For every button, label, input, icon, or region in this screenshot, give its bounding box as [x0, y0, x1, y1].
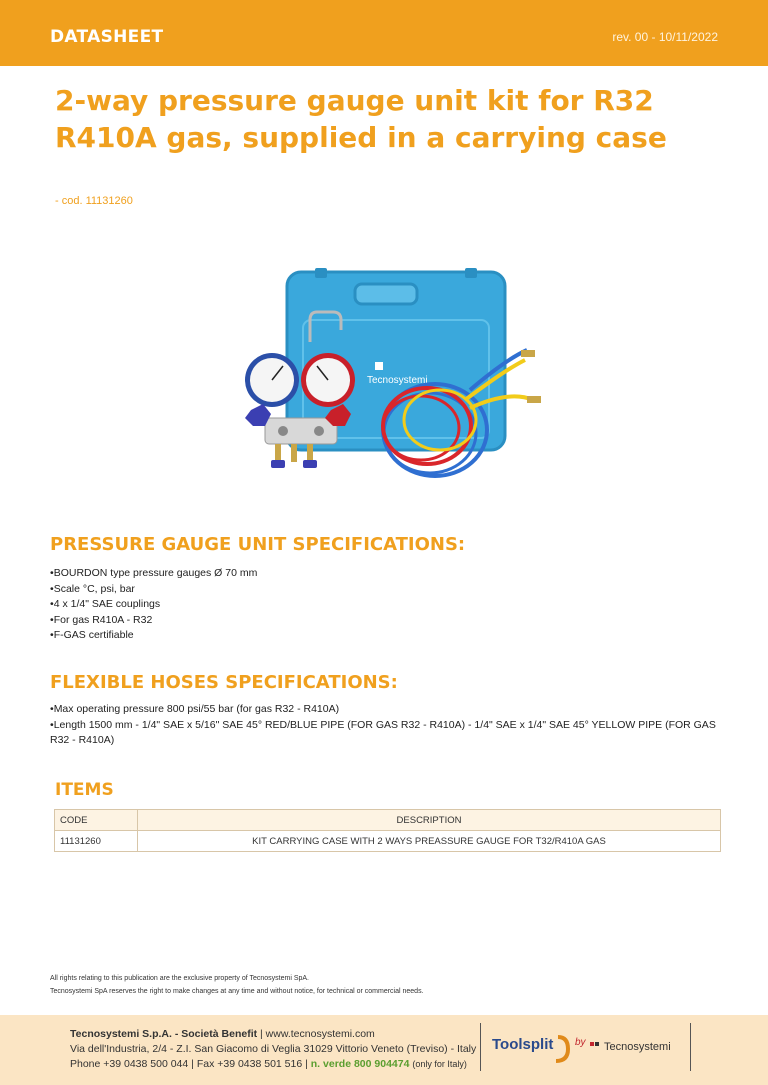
manifold-body — [265, 418, 337, 444]
product-photo — [215, 250, 555, 500]
svg-text:Tecnosystemi: Tecnosystemi — [604, 1041, 671, 1053]
product-title-line2: R410A gas, supplied in a carrying case — [55, 121, 667, 154]
document-type: DATASHEET — [50, 27, 164, 47]
table-row — [55, 831, 721, 852]
header-bar — [0, 0, 768, 66]
toll-free-note: (only for Italy) — [412, 1059, 467, 1069]
column-header-description: DESCRIPTION — [138, 810, 721, 831]
list-item: • 4 x 1/4" SAE couplings — [50, 597, 730, 613]
hoses-specs-heading: FLEXIBLE HOSES SPECIFICATIONS: — [50, 672, 398, 693]
case-brand-mark — [375, 362, 383, 370]
company-address: Via dell'Industria, 2/4 - Z.I. San Giacomo di Veglia 31029 Vittorio Veneto (Treviso) - Italy — [70, 1043, 477, 1055]
column-header-code: CODE — [55, 810, 138, 831]
list-item: • F-GAS certifiable — [50, 628, 730, 644]
company-name: Tecnosystemi S.p.A. - Società Benefit — [70, 1028, 258, 1040]
fax-number: Fax +39 0438 501 516 — [196, 1058, 303, 1070]
hoses-specs-list — [50, 702, 730, 749]
gauge-specs-heading: PRESSURE GAUGE UNIT SPECIFICATIONS: — [50, 534, 466, 555]
toll-free-number: n. verde 800 904474 — [310, 1058, 410, 1070]
gauge-specs-list — [50, 566, 730, 644]
company-info: Tecnosystemi S.p.A. - Società Benefit | www.tecnosystemi.com Via dell'Industria, 2/4 - Z.I. San Giacomo di Veglia 31029 Vittorio Veneto (Treviso) - Italy Phone +39 0438 500 044 | Fax +39 0438 501 516 | n. verde 800 904474 (only for Italy) — [70, 1028, 477, 1070]
list-item: • BOURDON type pressure gauges Ø 70 mm — [50, 566, 730, 582]
case-handle — [355, 284, 417, 304]
table-header-row — [55, 810, 721, 831]
svg-text:Toolsplit: Toolsplit — [492, 1036, 554, 1053]
table-cell-code: 11131260 — [55, 831, 138, 852]
case-brand: Tecnosystemi — [367, 375, 428, 386]
list-item: • For gas R410A - R32 — [50, 613, 730, 629]
legal-line-1: All rights relating to this publication are the exclusive property of Tecnosystemi SpA. — [50, 975, 309, 982]
footer-divider-right — [690, 1023, 691, 1071]
legal-line-2: Tecnosystemi SpA reserves the right to make changes at any time and without notice, for technical or commercial needs. — [50, 988, 424, 995]
product-code: - cod. 11131260 — [55, 195, 133, 207]
footer — [0, 1015, 768, 1085]
phone-number: Phone +39 0438 500 044 — [70, 1058, 189, 1070]
footer-divider — [480, 1023, 481, 1071]
product-title — [55, 82, 705, 156]
items-heading: ITEMS — [55, 780, 114, 800]
list-item: • Length 1500 mm - 1/4" SAE x 5/16" SAE 45° RED/BLUE PIPE (FOR GAS R32 - R410A) - 1/4" SAE x 1/4" SAE 45° YELLOW PIPE (FOR GAS R32 - R410A) — [50, 718, 730, 749]
list-item: • Scale °C, psi, bar — [50, 582, 730, 598]
product-title-line1: 2-way pressure gauge unit kit for R32 — [55, 84, 654, 117]
list-item: • Max operating pressure 800 psi/55 bar (for gas R32 - R410A) — [50, 702, 730, 718]
items-table — [54, 809, 721, 852]
tecnosystemi-logo — [590, 1037, 685, 1055]
logo-by: by — [575, 1037, 586, 1048]
toolsplit-logo — [490, 1029, 570, 1069]
table-cell-description: KIT CARRYING CASE WITH 2 WAYS PREASSURE GAUGE FOR T32/R410A GAS — [138, 831, 721, 852]
website-link[interactable]: www.tecnosystemi.com — [265, 1028, 375, 1040]
legal-notice — [50, 972, 424, 998]
revision-date: rev. 00 - 10/11/2022 — [612, 30, 718, 44]
